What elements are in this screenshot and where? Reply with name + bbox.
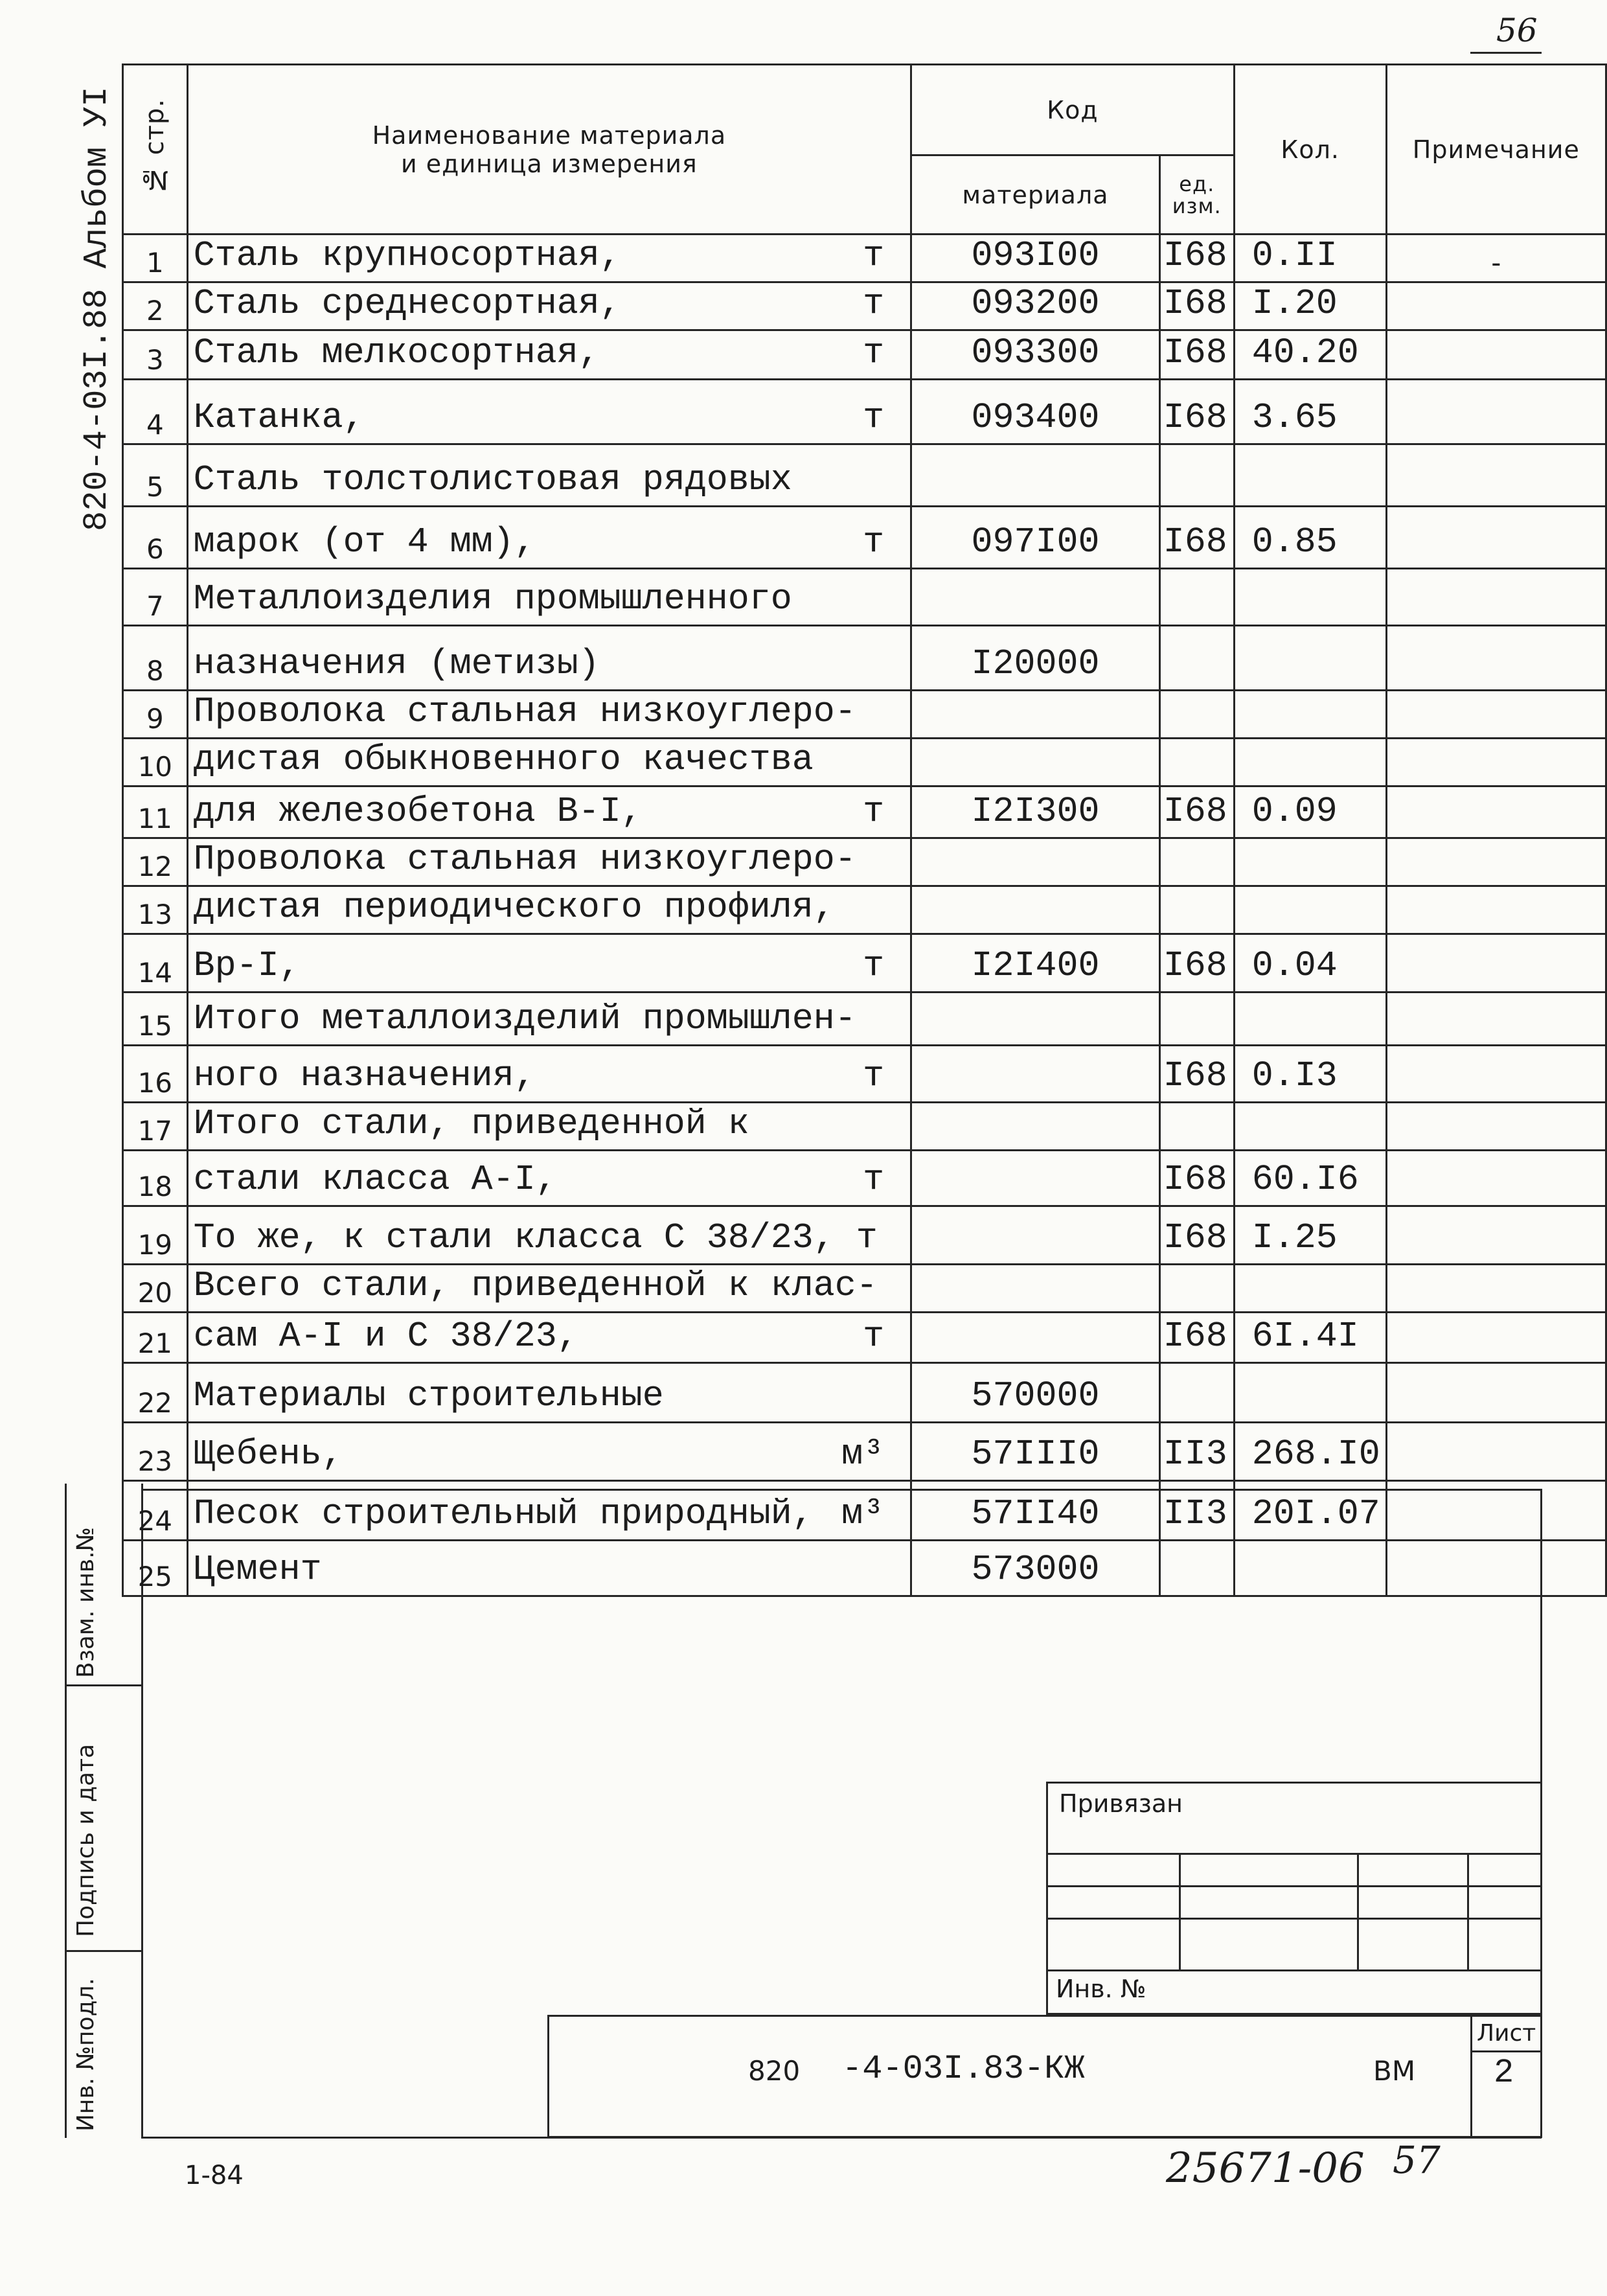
material-name: Сталь крупносортная, — [193, 235, 621, 276]
material-code: 573000 — [911, 1541, 1160, 1596]
material-unit: м³ — [841, 1434, 885, 1475]
material-name-cell — [187, 1206, 911, 1265]
unit-code: I68 — [1159, 1313, 1234, 1363]
unit-code — [1159, 1541, 1234, 1596]
note — [1386, 886, 1606, 934]
quantity: 268.I0 — [1234, 1423, 1386, 1481]
quantity — [1234, 1541, 1386, 1596]
quantity — [1234, 993, 1386, 1046]
material-name-cell — [187, 786, 911, 838]
unit-code: I68 — [1159, 1151, 1234, 1206]
note — [1386, 1103, 1606, 1151]
material-name: марок (от 4 мм), — [193, 522, 536, 562]
unit-code: II3 — [1159, 1423, 1234, 1481]
note — [1386, 1313, 1606, 1363]
material-name: Проволока стальная низкоуглеро- — [193, 839, 856, 880]
material-name: То же, к стали класса С 38/23, т — [193, 1217, 878, 1258]
note — [1386, 786, 1606, 838]
material-name: Сталь мелкосортная, — [193, 332, 600, 373]
note — [1386, 691, 1606, 739]
material-name-cell — [187, 1363, 911, 1423]
quantity — [1234, 569, 1386, 626]
unit-code — [1159, 739, 1234, 786]
row-number: 4 — [123, 380, 188, 444]
left-margin-podpis: Подпись и дата — [73, 1743, 99, 1937]
material-name: стали класса А-I, — [193, 1159, 557, 1200]
table-row — [123, 1313, 1606, 1363]
row-number: 20 — [123, 1265, 188, 1313]
table-row — [123, 569, 1606, 626]
sheet-cell-vline — [1470, 2015, 1472, 2138]
privyazan-label: Привязан — [1059, 1789, 1183, 1818]
row-number: 24 — [123, 1481, 188, 1541]
material-code — [911, 886, 1160, 934]
unit-code: I68 — [1159, 507, 1234, 569]
row-number: 9 — [123, 691, 188, 739]
materials-table-body — [123, 235, 1606, 1596]
table-row — [123, 1265, 1606, 1313]
row-number: 17 — [123, 1103, 188, 1151]
note — [1386, 934, 1606, 993]
material-name-cell — [187, 1046, 911, 1103]
handwritten-page: 57 — [1393, 2138, 1441, 2182]
material-name-cell — [187, 1103, 911, 1151]
material-name-cell — [187, 838, 911, 886]
material-name: Вр-I, — [193, 945, 301, 986]
quantity — [1234, 626, 1386, 691]
header-name: Наименование материала и единица измерения — [187, 65, 911, 235]
table-row — [123, 739, 1606, 786]
quantity: 0.04 — [1234, 934, 1386, 993]
unit-code — [1159, 444, 1234, 507]
unit-code — [1159, 886, 1234, 934]
material-name: Щебень, — [193, 1434, 343, 1475]
unit-code: I68 — [1159, 282, 1234, 330]
material-unit: т — [863, 791, 885, 832]
page-number-top: 56 — [1496, 12, 1538, 49]
quantity: 40.20 — [1234, 330, 1386, 380]
material-code — [911, 691, 1160, 739]
material-code: 57III0 — [911, 1423, 1160, 1481]
material-name-cell — [187, 282, 911, 330]
quantity: 0.II — [1234, 235, 1386, 282]
material-name: Сталь среднесортная, — [193, 283, 621, 324]
material-unit: т — [863, 1055, 885, 1096]
row-number: 6 — [123, 507, 188, 569]
table-row — [123, 1363, 1606, 1423]
material-unit: т — [863, 332, 885, 373]
quantity — [1234, 886, 1386, 934]
material-code — [911, 1265, 1160, 1313]
privyazan-vline-1 — [1179, 1853, 1181, 1969]
row-number: 10 — [123, 739, 188, 786]
material-code: 570000 — [911, 1363, 1160, 1423]
material-name-cell — [187, 1313, 911, 1363]
row-number: 12 — [123, 838, 188, 886]
table-row — [123, 626, 1606, 691]
material-code: 093300 — [911, 330, 1160, 380]
header-unit-code: ед. изм. — [1159, 155, 1234, 235]
row-number: 13 — [123, 886, 188, 934]
material-name: дистая обыкновенного качества — [193, 739, 814, 780]
note — [1386, 569, 1606, 626]
material-code: 57II40 — [911, 1481, 1160, 1541]
row-number: 1 — [123, 235, 188, 282]
table-row — [123, 838, 1606, 886]
table-row — [123, 934, 1606, 993]
sheet-label: Лист — [1477, 2020, 1536, 2047]
table-row — [123, 282, 1606, 330]
material-unit: м³ — [841, 1493, 885, 1534]
privyazan-vline-3 — [1467, 1853, 1469, 1969]
row-number: 19 — [123, 1206, 188, 1265]
sheet-number: 2 — [1494, 2054, 1514, 2092]
quantity — [1234, 1363, 1386, 1423]
doc-code-prefix: 820 — [748, 2055, 801, 2087]
unit-code: I68 — [1159, 235, 1234, 282]
material-name: Итого стали, приведенной к — [193, 1103, 749, 1144]
material-name: Металлоизделия промышленного — [193, 579, 792, 619]
quantity — [1234, 1265, 1386, 1313]
table-row — [123, 1423, 1606, 1481]
doc-code-main: -4-03I.83-КЖ — [842, 2050, 1085, 2088]
row-number: 11 — [123, 786, 188, 838]
note — [1386, 444, 1606, 507]
unit-code: I68 — [1159, 1046, 1234, 1103]
section-code: ВМ — [1373, 2055, 1416, 2087]
material-name-cell — [187, 739, 911, 786]
unit-code: I68 — [1159, 786, 1234, 838]
material-code — [911, 1151, 1160, 1206]
material-name: ного назначения, — [193, 1055, 536, 1096]
row-number: 21 — [123, 1313, 188, 1363]
quantity — [1234, 838, 1386, 886]
unit-code: I68 — [1159, 934, 1234, 993]
unit-code: I68 — [1159, 330, 1234, 380]
material-code — [911, 1206, 1160, 1265]
row-number: 23 — [123, 1423, 188, 1481]
note — [1386, 1265, 1606, 1313]
unit-code — [1159, 1363, 1234, 1423]
note — [1386, 1541, 1606, 1596]
table-row — [123, 1151, 1606, 1206]
material-name-cell — [187, 1265, 911, 1313]
material-name: назначения (метизы) — [193, 643, 600, 684]
table-row — [123, 1103, 1606, 1151]
quantity: 3.65 — [1234, 380, 1386, 444]
row-number: 7 — [123, 569, 188, 626]
material-name: Песок строительный природный, — [193, 1493, 814, 1534]
page-number-underline — [1470, 52, 1542, 54]
material-unit: т — [863, 522, 885, 562]
material-code: 093200 — [911, 282, 1160, 330]
note — [1386, 838, 1606, 886]
quantity: 0.I3 — [1234, 1046, 1386, 1103]
table-row — [123, 1541, 1606, 1596]
material-name-cell — [187, 993, 911, 1046]
material-code — [911, 1313, 1160, 1363]
header-code: Код — [911, 65, 1235, 155]
material-name: для железобетона В-I, — [193, 791, 643, 832]
row-number: 22 — [123, 1363, 188, 1423]
material-code: 093400 — [911, 380, 1160, 444]
material-name-cell — [187, 569, 911, 626]
material-unit: т — [863, 235, 885, 276]
row-number: 25 — [123, 1541, 188, 1596]
unit-code — [1159, 569, 1234, 626]
material-name: Катанка, — [193, 397, 365, 438]
quantity: I.25 — [1234, 1206, 1386, 1265]
note — [1386, 739, 1606, 786]
quantity: 0.09 — [1234, 786, 1386, 838]
table-row — [123, 444, 1606, 507]
quantity — [1234, 739, 1386, 786]
unit-code — [1159, 1265, 1234, 1313]
materials-table — [122, 63, 1607, 1597]
note — [1386, 1423, 1606, 1481]
material-name-cell — [187, 1541, 911, 1596]
left-margin-inv-podl: Инв. №подл. — [73, 1978, 99, 2131]
note — [1386, 507, 1606, 569]
quantity: 60.I6 — [1234, 1151, 1386, 1206]
unit-code — [1159, 626, 1234, 691]
material-code — [911, 444, 1160, 507]
unit-code: II3 — [1159, 1481, 1234, 1541]
row-number: 15 — [123, 993, 188, 1046]
material-name-cell — [187, 886, 911, 934]
note — [1386, 1206, 1606, 1265]
table-row — [123, 380, 1606, 444]
unit-code: I68 — [1159, 380, 1234, 444]
row-number: 8 — [123, 626, 188, 691]
material-unit: т — [863, 945, 885, 986]
note — [1386, 1363, 1606, 1423]
quantity — [1234, 1103, 1386, 1151]
material-name-cell — [187, 380, 911, 444]
sheet-cell-hline — [1470, 2050, 1542, 2052]
table-row — [123, 1046, 1606, 1103]
table-row — [123, 1206, 1606, 1265]
material-name: Сталь толстолистовая рядовых — [193, 459, 792, 500]
bottom-frame-line — [141, 1489, 1540, 1491]
header-row-num: № стр. — [123, 65, 188, 235]
quantity: 20I.07 — [1234, 1481, 1386, 1541]
material-name-cell — [187, 235, 911, 282]
inv-no-label: Инв. № — [1056, 1975, 1146, 2003]
note — [1386, 993, 1606, 1046]
unit-code: I68 — [1159, 1206, 1234, 1265]
material-unit: т — [863, 397, 885, 438]
material-code — [911, 838, 1160, 886]
material-name-cell — [187, 1423, 911, 1481]
material-code — [911, 1103, 1160, 1151]
quantity — [1234, 444, 1386, 507]
material-name-cell — [187, 330, 911, 380]
material-code: 097I00 — [911, 507, 1160, 569]
table-row — [123, 330, 1606, 380]
privyazan-vline-2 — [1357, 1853, 1359, 1969]
header-note: Примечание — [1386, 65, 1606, 235]
material-code — [911, 739, 1160, 786]
side-album-code: 820-4-03I.88 Альбом УI — [78, 86, 116, 531]
note — [1386, 380, 1606, 444]
form-code: 1-84 — [185, 2161, 244, 2190]
material-code: I20000 — [911, 626, 1160, 691]
privyazan-hline-4 — [1046, 1969, 1542, 1971]
note — [1386, 282, 1606, 330]
material-name-cell — [187, 691, 911, 739]
note — [1386, 1046, 1606, 1103]
material-name: сам А-I и С 38/23, — [193, 1316, 578, 1357]
left-margin-vzam: Взам. инв.№ — [73, 1527, 99, 1678]
material-name: Всего стали, приведенной к клас- — [193, 1265, 878, 1306]
material-name: Материалы строительные — [193, 1375, 664, 1416]
material-name: Итого металлоизделий промышлен- — [193, 998, 856, 1039]
unit-code — [1159, 691, 1234, 739]
quantity — [1234, 691, 1386, 739]
row-number: 14 — [123, 934, 188, 993]
left-frame-line — [65, 1484, 67, 2138]
table-row — [123, 786, 1606, 838]
material-code: 093I00 — [911, 235, 1160, 282]
header-material-code: материала — [911, 155, 1160, 235]
material-code: I2I300 — [911, 786, 1160, 838]
material-code — [911, 1046, 1160, 1103]
quantity: I.20 — [1234, 282, 1386, 330]
note — [1386, 330, 1606, 380]
row-number: 5 — [123, 444, 188, 507]
material-name-cell — [187, 626, 911, 691]
table-row — [123, 993, 1606, 1046]
note — [1386, 1151, 1606, 1206]
material-code — [911, 993, 1160, 1046]
material-unit: т — [863, 1159, 885, 1200]
material-name-cell — [187, 934, 911, 993]
table-row — [123, 507, 1606, 569]
material-name-cell — [187, 1151, 911, 1206]
table-row — [123, 235, 1606, 282]
table-row — [123, 886, 1606, 934]
table-row — [123, 691, 1606, 739]
material-unit: т — [863, 283, 885, 324]
handwritten-number: 25671-06 — [1166, 2144, 1365, 2192]
row-number: 18 — [123, 1151, 188, 1206]
note: - — [1386, 235, 1606, 282]
material-code — [911, 569, 1160, 626]
material-name: дистая периодического профиля, — [193, 887, 835, 928]
row-number: 3 — [123, 330, 188, 380]
row-number: 16 — [123, 1046, 188, 1103]
quantity: 0.85 — [1234, 507, 1386, 569]
material-name: Цемент — [193, 1549, 322, 1590]
material-name-cell — [187, 507, 911, 569]
header-qty: Кол. — [1234, 65, 1386, 235]
row-number: 2 — [123, 282, 188, 330]
unit-code — [1159, 1103, 1234, 1151]
unit-code — [1159, 993, 1234, 1046]
material-name: Проволока стальная низкоуглеро- — [193, 691, 856, 732]
material-name-cell — [187, 444, 911, 507]
material-unit: т — [863, 1316, 885, 1357]
note — [1386, 626, 1606, 691]
unit-code — [1159, 838, 1234, 886]
quantity: 6I.4I — [1234, 1313, 1386, 1363]
material-code: I2I400 — [911, 934, 1160, 993]
